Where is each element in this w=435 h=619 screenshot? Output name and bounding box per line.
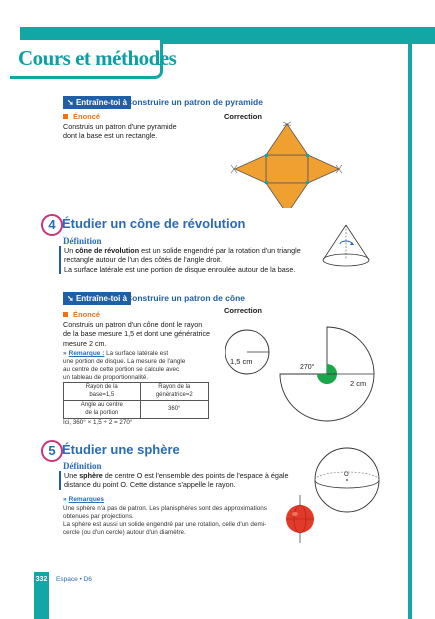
vertex-mark — [306, 181, 309, 184]
radius-label: 1,5 cm — [230, 357, 253, 366]
def-text: rectangle autour de l'un des côtés de l'angle droit. — [64, 255, 223, 265]
section-title: Étudier un cône de révolution — [62, 216, 246, 231]
remark-text: un tableau de proportionnalité. — [63, 374, 149, 381]
def-term: cône de révolution — [75, 246, 140, 255]
vertex-mark — [265, 154, 268, 157]
remarks-text — [63, 505, 267, 537]
proportionality-table — [63, 382, 209, 419]
exercise-badge — [63, 96, 131, 109]
table-cell: 360° — [140, 401, 208, 419]
cone-net-figure — [225, 312, 395, 427]
footer-band — [34, 588, 49, 619]
def-text: distance du point O. Cette distance s'appelle le rayon. — [64, 480, 236, 490]
enonce-label: Énoncé — [63, 112, 100, 121]
pyramid-face-top — [266, 124, 308, 155]
arrow-icon: ➘ — [67, 98, 76, 107]
remark-label: » Remarque : — [63, 350, 104, 357]
enonce-text — [63, 122, 177, 141]
vertex-mark — [306, 154, 309, 157]
def-text: Une — [64, 471, 80, 480]
pyramid-face-left — [235, 155, 266, 183]
definition-text — [64, 471, 289, 490]
enonce-line: dont la base est un rectangle. — [63, 131, 158, 141]
table-cell: Angle au centre de la portion — [64, 401, 141, 419]
enonce-line: Construis un patron d'une pyramide — [63, 122, 177, 131]
def-text: Un — [64, 246, 76, 255]
generatrix-label: 2 cm — [350, 379, 367, 388]
page-edge-band — [408, 44, 412, 619]
pyramid-face-bottom — [266, 183, 308, 208]
correction-label: Correction — [224, 306, 262, 315]
badge-label: Entraîne-toi à — [75, 294, 128, 303]
remark-block — [63, 350, 185, 382]
pyramid-base — [266, 155, 308, 183]
enonce-line: mesure 2 cm. — [63, 338, 107, 348]
definition-bar — [59, 246, 61, 274]
arrow-icon: ➘ — [67, 294, 76, 303]
remark-text: cercle (ou d'un cercle) autour d'un diamètre. — [63, 529, 186, 536]
sphere-figure — [312, 446, 382, 514]
exercise-title: Construire un patron de pyramide — [126, 97, 263, 107]
def-text: La surface latérale est une portion de disque enroulée autour de la base. — [64, 264, 296, 274]
center-label: O — [344, 472, 349, 478]
vertex-mark — [265, 181, 268, 184]
def-term: sphère — [79, 471, 103, 480]
exercise-title: Construire un patron de cône — [126, 293, 246, 303]
page-title: Cours et méthodes — [18, 46, 177, 70]
globe-figure — [280, 494, 320, 544]
enonce-label: Énoncé — [63, 310, 100, 319]
section-number: 4 — [41, 214, 63, 236]
enonce-line: de la base mesure 1,5 et dont une génératrice — [63, 329, 211, 339]
remark-text: obtenues par projections. — [63, 513, 134, 520]
enonce-text — [63, 320, 210, 348]
definition-text — [64, 246, 301, 274]
table-cell: Rayon de la base=1,5 — [64, 383, 141, 401]
definition-bar — [59, 471, 61, 490]
exercise-badge — [63, 292, 131, 305]
enonce-line: Construis un patron d'un cône dont le rayon — [63, 320, 203, 329]
definition-label: Définition — [63, 461, 102, 471]
remark-text: une portion de disque. La mesure de l'angle — [63, 358, 186, 365]
def-text: de centre O est l'ensemble des points de l'espace à égale — [102, 471, 289, 480]
pyramid-net-figure — [228, 118, 348, 208]
cone-figure — [318, 222, 374, 270]
angle-label: 270° — [300, 364, 315, 371]
def-text: est un solide engendré par la rotation d'un triangle — [139, 246, 301, 255]
correction-label: Correction — [224, 112, 262, 121]
remark-text: La surface latérale est — [106, 350, 169, 357]
section-title: Étudier une sphère — [62, 442, 180, 457]
badge-label: Entraîne-toi à — [75, 98, 128, 107]
definition-label: Définition — [63, 236, 102, 246]
calculation: Ici, 360° × 1,5 ÷ 2 = 270° — [63, 419, 133, 426]
remark-text: Une sphère n'a pas de patron. Les planisphères sont des approximations — [63, 505, 267, 512]
pyramid-face-right — [308, 155, 339, 183]
section-number: 5 — [41, 440, 63, 462]
remark-text: au centre de cette portion se calcule avec — [63, 366, 180, 373]
table-cell: Rayon de la génératrice=2 — [140, 383, 208, 401]
page-number: 332 — [34, 572, 49, 588]
remark-text: La sphère est aussi un solide engendré par une rotation, celle d'un demi- — [63, 521, 267, 528]
remarks-label: » Remarques — [63, 496, 104, 503]
footer-label: Espace • D6 — [56, 576, 92, 583]
